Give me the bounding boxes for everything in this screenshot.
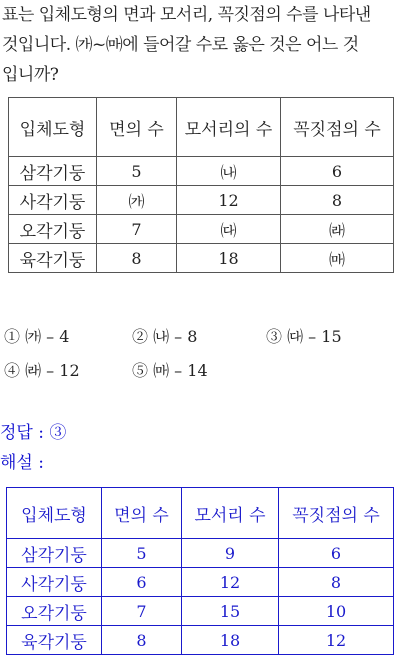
table-cell: 6 [281, 157, 394, 186]
question-line-1: 표는 입체도형의 면과 모서리, 꼭짓점의 수를 나타낸 [2, 5, 371, 25]
choice-5[interactable]: ⑤ ㈒ – 14 [132, 361, 208, 380]
table-cell: 12 [279, 626, 394, 655]
answer-label: 정답 : ③ [0, 423, 67, 443]
header-cell: 면의 수 [102, 488, 182, 539]
row-label: 삼각기둥 [9, 157, 97, 186]
explanation-label: 해설 : [0, 453, 44, 473]
header-cell: 면의 수 [97, 98, 177, 157]
table-row [7, 539, 394, 568]
choice-3[interactable]: ③ ㈐ – 15 [266, 327, 342, 346]
table-cell: ㈎ [97, 186, 177, 215]
table-cell: 7 [102, 597, 182, 626]
table-cell: 8 [281, 186, 394, 215]
header-cell: 모서리 수 [182, 488, 279, 539]
table-cell: 12 [182, 568, 279, 597]
table-row [9, 186, 394, 215]
table-cell: ㈏ [177, 157, 281, 186]
table-row [9, 244, 394, 273]
header-cell: 꼭짓점의 수 [281, 98, 394, 157]
table-cell: 15 [182, 597, 279, 626]
question-table-header [9, 98, 394, 157]
table-cell: ㈒ [281, 244, 394, 273]
question-line-2: 것입니다. ㈎~㈒에 들어갈 수로 옳은 것은 어느 것 [2, 35, 359, 55]
table-row [7, 568, 394, 597]
table-cell: ㈑ [281, 215, 394, 244]
row-label: 오각기둥 [7, 597, 102, 626]
table-cell: 5 [97, 157, 177, 186]
table-row [9, 215, 394, 244]
table-cell: 5 [102, 539, 182, 568]
table-cell: 8 [279, 568, 394, 597]
table-cell: 6 [279, 539, 394, 568]
table-row [7, 597, 394, 626]
answer-section [0, 418, 66, 478]
row-label: 사각기둥 [7, 568, 102, 597]
explanation-table-header [7, 488, 394, 539]
row-label: 육각기둥 [9, 244, 97, 273]
explanation-table [6, 487, 394, 655]
header-cell: 꼭짓점의 수 [279, 488, 394, 539]
table-cell: 18 [177, 244, 281, 273]
table-row [7, 626, 394, 655]
table-cell: 8 [102, 626, 182, 655]
question-line-3: 입니까? [2, 65, 59, 85]
table-cell: 9 [182, 539, 279, 568]
table-cell: 7 [97, 215, 177, 244]
choice-1[interactable]: ① ㈎ – 4 [4, 327, 70, 346]
header-cell: 입체도형 [7, 488, 102, 539]
question-text [2, 0, 398, 90]
question-table [8, 97, 394, 273]
table-cell: 8 [97, 244, 177, 273]
row-label: 육각기둥 [7, 626, 102, 655]
row-label: 오각기둥 [9, 215, 97, 244]
header-cell: 모서리의 수 [177, 98, 281, 157]
choice-2[interactable]: ② ㈏ – 8 [132, 327, 198, 346]
table-cell: 18 [182, 626, 279, 655]
header-cell: 입체도형 [9, 98, 97, 157]
table-cell: ㈐ [177, 215, 281, 244]
table-cell: 12 [177, 186, 281, 215]
table-row [9, 157, 394, 186]
row-label: 삼각기둥 [7, 539, 102, 568]
table-cell: 6 [102, 568, 182, 597]
row-label: 사각기둥 [9, 186, 97, 215]
table-cell: 10 [279, 597, 394, 626]
choice-4[interactable]: ④ ㈑ – 12 [4, 361, 80, 380]
